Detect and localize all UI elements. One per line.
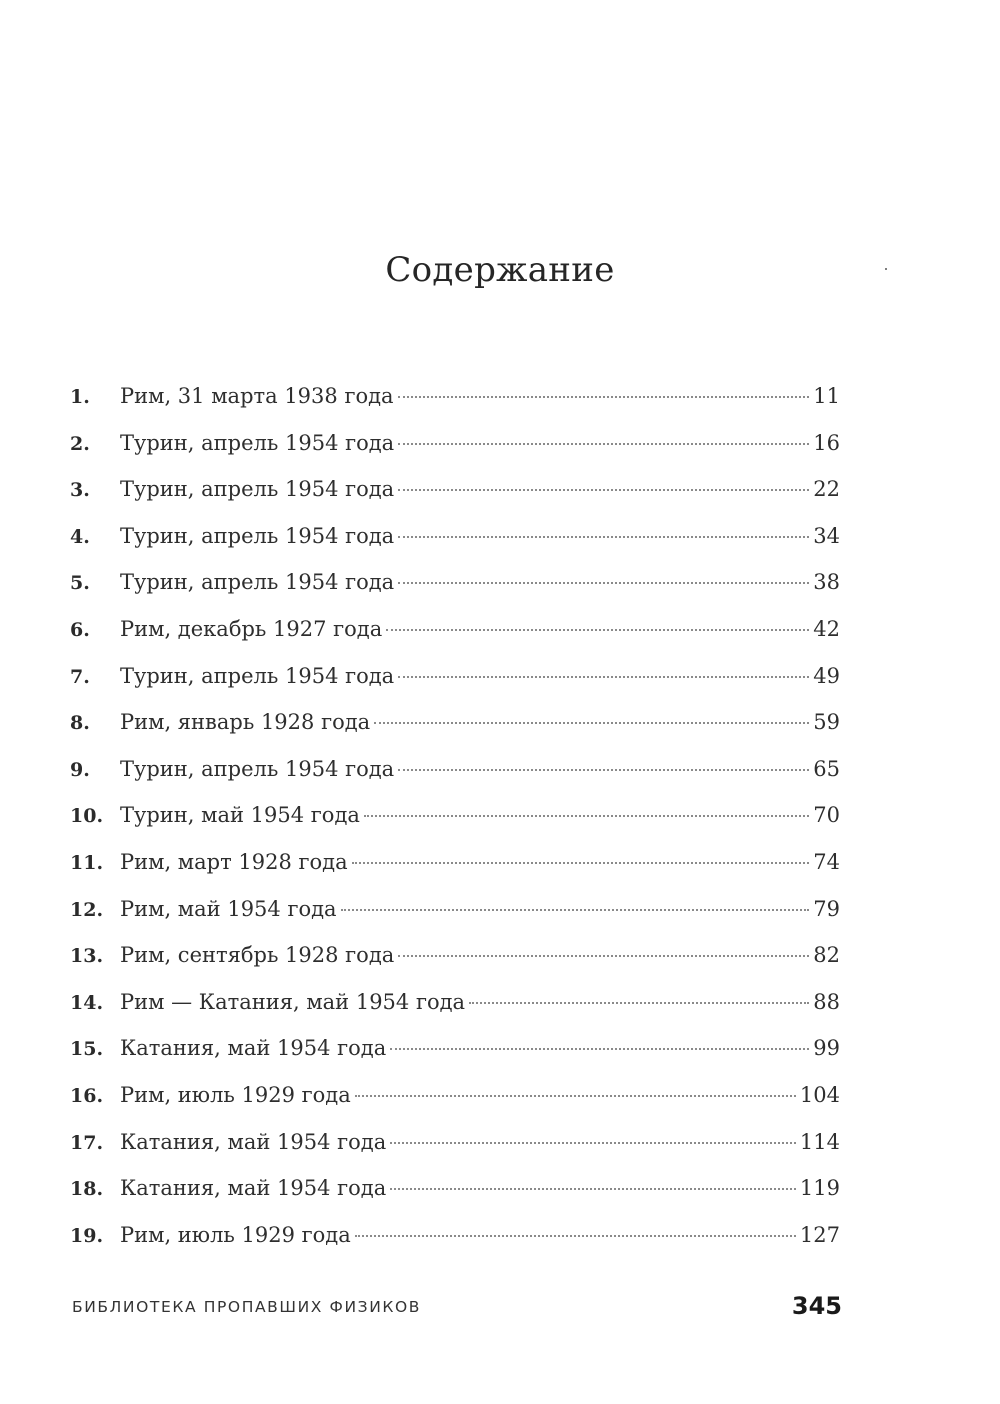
toc-entry-number: 11. (70, 851, 104, 874)
toc-entry-title: Рим, 31 марта 1938 года (120, 384, 394, 408)
toc-entry[interactable] (70, 792, 840, 839)
toc-entry-title: Турин, апрель 1954 года (120, 430, 395, 455)
toc-dot-leader (398, 535, 809, 538)
toc-entry-number: 9. (70, 758, 90, 781)
toc-dot-leader (364, 814, 809, 817)
toc-entry-page: 119 (799, 1176, 840, 1201)
toc-entry-number: 1. (70, 386, 90, 408)
toc-dot-leader (341, 908, 810, 911)
toc-entry-page: 59 (813, 710, 840, 735)
toc-dot-leader (398, 488, 809, 491)
toc-dot-leader (398, 442, 809, 445)
toc-entry-title: Турин, май 1954 года (120, 803, 360, 828)
toc-entry-number: 6. (70, 618, 90, 641)
toc-entry[interactable] (70, 839, 840, 886)
toc-entry[interactable] (70, 373, 840, 420)
toc-entry-number: 5. (70, 572, 90, 595)
toc-dot-leader (469, 1001, 809, 1004)
toc-entry-page: 74 (813, 849, 840, 874)
toc-entry-title: Рим — Катания, май 1954 года (120, 989, 466, 1014)
toc-entry[interactable] (70, 932, 840, 979)
toc-entry-title: Рим, май 1954 года (120, 896, 337, 921)
toc-entry[interactable] (70, 559, 840, 606)
toc-entry[interactable] (70, 979, 840, 1026)
toc-entry-page: 114 (799, 1129, 840, 1154)
toc-entry-page: 22 (813, 477, 840, 502)
toc-entry[interactable] (70, 886, 840, 933)
toc-entry[interactable] (70, 1165, 840, 1212)
toc-entry-number: 13. (70, 945, 104, 968)
toc-entry-number: 15. (70, 1038, 104, 1061)
toc-dot-leader (398, 954, 809, 957)
toc-entry-page: 65 (813, 756, 840, 781)
toc-entry-title: Рим, июль 1929 года (120, 1082, 351, 1107)
toc-entry-number: 14. (70, 991, 104, 1014)
toc-entry-title: Рим, март 1928 года (120, 849, 348, 874)
toc-entry-page: 127 (799, 1222, 840, 1247)
toc-entry[interactable] (70, 699, 840, 746)
running-book-title: БИБЛИОТЕКА ПРОПАВШИХ ФИЗИКОВ (72, 1298, 422, 1316)
toc-dot-leader (398, 395, 810, 398)
toc-entry[interactable] (70, 466, 840, 513)
toc-dot-leader (355, 1234, 796, 1237)
toc-entry-page: 16 (813, 430, 840, 455)
toc-dot-leader (374, 721, 809, 724)
toc-dot-leader (390, 1047, 809, 1050)
toc-entry-number: 4. (70, 525, 90, 548)
toc-dot-leader (390, 1141, 796, 1144)
toc-entry[interactable] (70, 420, 840, 467)
toc-entry-number: 12. (70, 898, 104, 921)
toc-entry-number: 18. (70, 1178, 104, 1201)
toc-entry-title: Катания, май 1954 года (120, 1036, 387, 1061)
toc-entry-number: 17. (70, 1131, 104, 1154)
toc-entry-number: 3. (70, 479, 90, 502)
toc-entry-title: Рим, декабрь 1927 года (120, 616, 383, 641)
toc-dot-leader (398, 675, 809, 678)
toc-dot-leader (352, 861, 810, 864)
toc-entry-title: Катания, май 1954 года (120, 1129, 387, 1154)
toc-dot-leader (390, 1187, 796, 1190)
toc-entry[interactable] (70, 513, 840, 560)
toc-entry-page: 70 (813, 803, 840, 828)
toc-entry-title: Турин, апрель 1954 года (120, 570, 395, 595)
toc-entry[interactable] (70, 746, 840, 793)
toc-entry-page: 49 (813, 663, 840, 688)
toc-entry-title: Турин, апрель 1954 года (120, 756, 395, 781)
toc-entry[interactable] (70, 1072, 840, 1119)
toc-dot-leader (398, 581, 809, 584)
toc-dot-leader (386, 628, 809, 631)
toc-entry-number: 8. (70, 712, 90, 735)
toc-entry-page: 104 (799, 1082, 840, 1107)
toc-entry-title: Турин, апрель 1954 года (120, 523, 395, 548)
toc-dot-leader (398, 768, 809, 771)
toc-entry-page: 11 (813, 384, 840, 408)
toc-entry[interactable] (70, 1212, 840, 1259)
toc-entry-title: Рим, сентябрь 1928 года (120, 943, 395, 968)
toc-entry[interactable] (70, 653, 840, 700)
page-title: Содержание (385, 250, 615, 290)
toc-entry[interactable] (70, 606, 840, 653)
toc-entry-page: 42 (813, 616, 840, 641)
table-of-contents (70, 373, 840, 1258)
page-footer (72, 1292, 842, 1328)
toc-entry-page: 82 (813, 943, 840, 968)
toc-entry-page: 88 (813, 989, 840, 1014)
toc-dot-leader (355, 1094, 796, 1097)
toc-entry-number: 2. (70, 432, 90, 455)
toc-entry-number: 19. (70, 1224, 104, 1247)
toc-entry-number: 10. (70, 805, 104, 828)
toc-entry-page: 79 (813, 896, 840, 921)
toc-entry-page: 99 (813, 1036, 840, 1061)
toc-entry-number: 16. (70, 1084, 104, 1107)
toc-entry-page: 38 (813, 570, 840, 595)
toc-entry-title: Катания, май 1954 года (120, 1176, 387, 1201)
toc-entry-title: Турин, апрель 1954 года (120, 663, 395, 688)
toc-entry-title: Рим, январь 1928 года (120, 710, 371, 735)
toc-entry-title: Рим, июль 1929 года (120, 1222, 351, 1247)
toc-entry-title: Турин, апрель 1954 года (120, 477, 395, 502)
toc-entry-number: 7. (70, 665, 90, 688)
toc-entry[interactable] (70, 1119, 840, 1166)
page-number: 345 (791, 1292, 842, 1320)
scan-speck (885, 268, 887, 270)
toc-entry[interactable] (70, 1025, 840, 1072)
toc-entry-page: 34 (813, 523, 840, 548)
